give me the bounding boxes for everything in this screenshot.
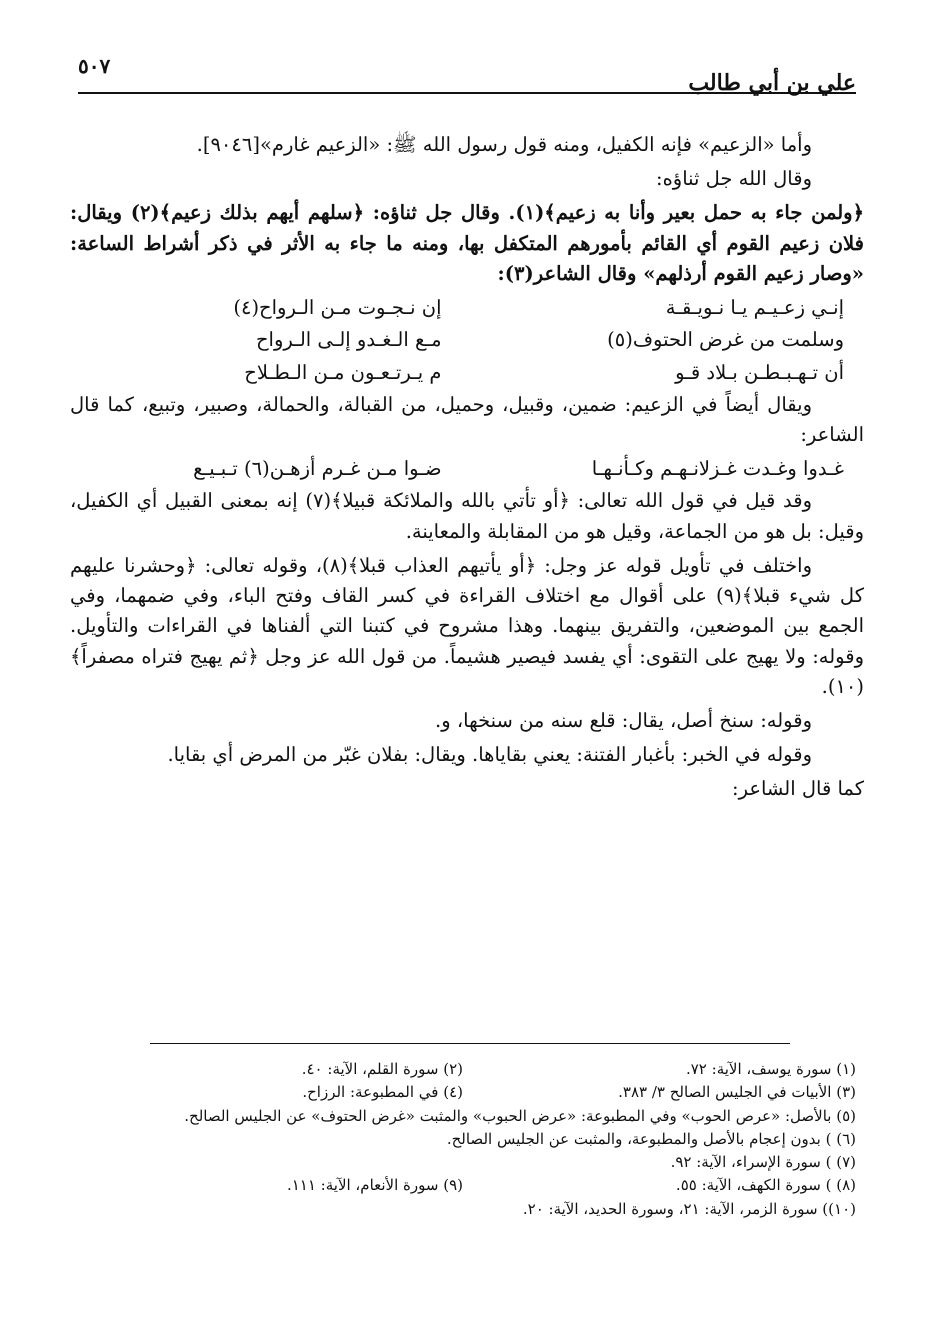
verse-hemistich: م يـرتـعـون مـن الـطـلاح (244, 360, 442, 384)
paragraph: وقوله: سنخ أصل، يقال: قلع سنه من سنخها، و. (435, 708, 812, 732)
paragraph: كما قال الشاعر: (732, 777, 864, 801)
page-number: ٥٠٧ (78, 54, 111, 78)
header-rule (78, 92, 856, 94)
footnotes (70, 1058, 856, 1221)
paragraph: وقد قيل في قول الله تعالى: ﴿أو تأتي بالله والملائكة قبيلا﴾(٧) إنه بمعنى القبيل أي الكفيل، وقيل: بل هو من الجماعة، وقيل هو من المقابلة والمعاينة. (70, 489, 864, 543)
paragraph: وقال الله جل ثناؤه: (656, 167, 812, 191)
footnote-row (70, 1174, 856, 1197)
footnote: (٣) الأبيات في الجليس الصالح ٣/ ٣٨٣. (618, 1083, 856, 1102)
verse-line (70, 358, 844, 388)
paragraph: وأما «الزعيم» فإنه الكفيل، ومنه قول رسول الله ﷺ: «الزعيم غارم»[٩٠٤٦]. (196, 133, 812, 156)
main-text (70, 130, 864, 809)
paragraph: وقوله في الخبر: بأغبار الفتنة: يعني بقاياها. ويقال: بفلان غبّر من المرض أي بقايا. (167, 743, 812, 767)
verse-hemistich: غـدوا وغـدت غـزلانـهـم وكـأنـهـا (591, 457, 844, 481)
footnote: (٩) سورة الأنعام، الآية: ١١١. (286, 1176, 463, 1195)
verse-hemistich: إنـي زعـيـم يـا نـويـقـة (665, 296, 844, 320)
verse-hemistich: إن نـجـوت مـن الـرواح(٤) (233, 296, 442, 320)
footnote-row (70, 1058, 856, 1081)
paragraph: ويقال أيضاً في الزعيم: ضمين، وقبيل، وحميل، من القبالة، والحمالة، وصبير، وتبيع، كما قال الشاعر: (70, 392, 864, 446)
page-header (78, 48, 856, 96)
paragraph: واختلف في تأويل قوله عز وجل: ﴿أو يأتيهم العذاب قبلا﴾(٨)، وقوله تعالى: ﴿وحشرنا عليهم كل شيء قبلا﴾(٩) على أقوال مع اختلاف القراءة في كسر القاف وفتح الباء، وفي ضمهما، وفي الجمع بين الموضعين، والتفريق بينهما. وهذا مشروح في كتبنا التي ألفناها في القراءات والتأويل. وقوله: ولا يهيج على التقوى: أي يفسد فيصير هشيماً. من قول الله عز وجل ﴿ثم يهيج فتراه مصفراً﴾(١٠). (70, 553, 864, 698)
footnote: (٤) في المطبوعة: الرزاح. (302, 1083, 463, 1102)
footnote: (٥) بالأصل: «عرص الحوب» وفي المطبوعة: «عرض الحبوب» والمثبت «غرض الحتوف» عن الجليس الصالح. (184, 1106, 856, 1125)
footnote-rule (150, 1043, 790, 1044)
footnote: (١) سورة يوسف، الآية: ٧٢. (685, 1060, 856, 1078)
verse-hemistich: ضـوا مـن غـرم أزهـن(٦) تـبـيـع (193, 457, 442, 481)
running-title: علي بن أبي طالب (688, 70, 856, 96)
verse-hemistich: وسلمت من غرض الحتوف(٥) (607, 328, 844, 352)
footnote: (٨) ) سورة الكهف، الآية: ٥٥. (675, 1176, 856, 1195)
verse-line (70, 454, 844, 484)
verse-hemistich: مـع الـغـدو إلـى الـرواح (255, 328, 442, 352)
verse-line (70, 293, 844, 323)
verse-hemistich: أن تـهـبـطـن بـلاد قـو (675, 360, 844, 384)
footnote-row (70, 1081, 856, 1104)
verse-line (70, 325, 844, 355)
footnote: (٢) سورة القلم، الآية: ٤٠. (301, 1060, 463, 1078)
footnote: (٧) ) سورة الإسراء، الآية: ٩٢. (670, 1153, 856, 1171)
footnote: (١٠)) سورة الزمر، الآية: ٢١، وسورة الحديد، الآية: ٢٠. (522, 1199, 856, 1218)
paragraph: ﴿ولمن جاء به حمل بعير وأنا به زعيم﴾(١). وقال جل ثناؤه: ﴿سلهم أيهم بذلك زعيم﴾(٢) ويقال: فلان زعيم القوم أي القائم بأمورهم المتكفل بها، ومنه ما جاء به الأثر في ذكر أشراط الساعة: «وصار زعيم القوم أرذلهم» وقال الشاعر(٣): (70, 201, 865, 285)
footnote: (٦) ) بدون إعجام بالأصل والمطبوعة، والمثبت عن الجليس الصالح. (446, 1129, 856, 1148)
